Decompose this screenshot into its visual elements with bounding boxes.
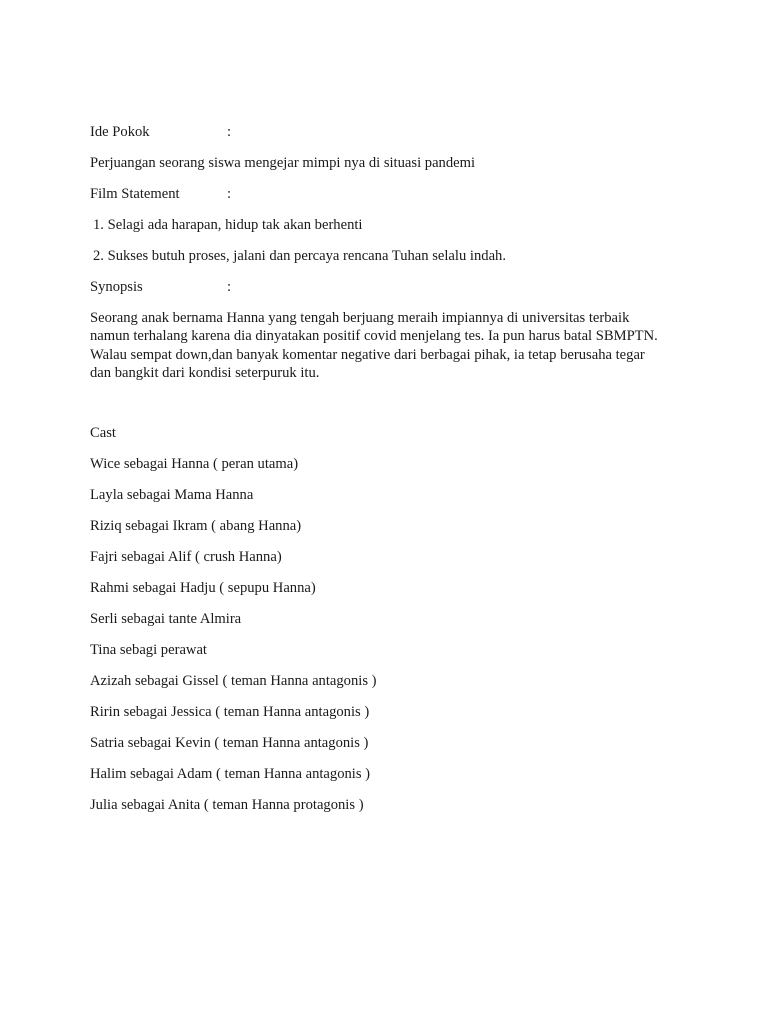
synopsis-line: Walau sempat down,dan banyak komentar negative dari berbagai pihak, ia tetap berusaha tegar <box>90 346 645 363</box>
cast-item: Serli sebagai tante Almira <box>90 611 242 628</box>
cast-item: Layla sebagai Mama Hanna <box>90 487 254 504</box>
cast-item: Halim sebagai Adam ( teman Hanna antagonis ) <box>90 766 371 783</box>
cast-item: Ririn sebagai Jessica ( teman Hanna antagonis ) <box>90 704 370 721</box>
synopsis-row <box>90 278 690 296</box>
statement-item: 1. Selagi ada harapan, hidup tak akan berhenti <box>93 217 363 233</box>
ide-pokok-text: Perjuangan seorang siswa mengejar mimpi nya di situasi pandemi <box>90 155 476 171</box>
synopsis-line: namun terhalang karena dia dinyatakan positif covid menjelang tes. Ia pun harus batal SBMPTN. <box>90 328 658 345</box>
film-statement-colon: : <box>227 186 232 202</box>
ide-pokok-label: Ide Pokok <box>90 124 150 140</box>
synopsis-line: dan bangkit dari kondisi seterpuruk itu. <box>90 364 320 381</box>
cast-item: Tina sebagi perawat <box>90 642 207 659</box>
synopsis-paragraph <box>90 309 685 382</box>
cast-item: Azizah sebagai Gissel ( teman Hanna antagonis ) <box>90 673 377 690</box>
cast-item: Julia sebagai Anita ( teman Hanna protagonis ) <box>90 797 364 814</box>
blank-line <box>90 395 690 424</box>
cast-item: Satria sebagai Kevin ( teman Hanna antagonis ) <box>90 735 369 752</box>
cast-list <box>90 455 690 814</box>
ide-pokok-colon: : <box>227 124 232 140</box>
cast-item: Riziq sebagai Ikram ( abang Hanna) <box>90 518 302 535</box>
synopsis-label: Synopsis <box>90 279 143 295</box>
cast-heading: Cast <box>90 425 116 442</box>
cast-item: Wice sebagai Hanna ( peran utama) <box>90 456 299 473</box>
synopsis-line: Seorang anak bernama Hanna yang tengah berjuang meraih impiannya di universitas terbaik <box>90 310 630 326</box>
document-page <box>90 123 690 827</box>
cast-item: Rahmi sebagai Hadju ( sepupu Hanna) <box>90 580 316 597</box>
film-statement-label: Film Statement <box>90 186 180 202</box>
cast-item: Fajri sebagai Alif ( crush Hanna) <box>90 549 282 566</box>
synopsis-colon: : <box>227 279 232 295</box>
statement-item: 2. Sukses butuh proses, jalani dan percaya rencana Tuhan selalu indah. <box>93 248 506 264</box>
film-statement-row <box>90 185 690 203</box>
ide-pokok-row <box>90 123 690 141</box>
